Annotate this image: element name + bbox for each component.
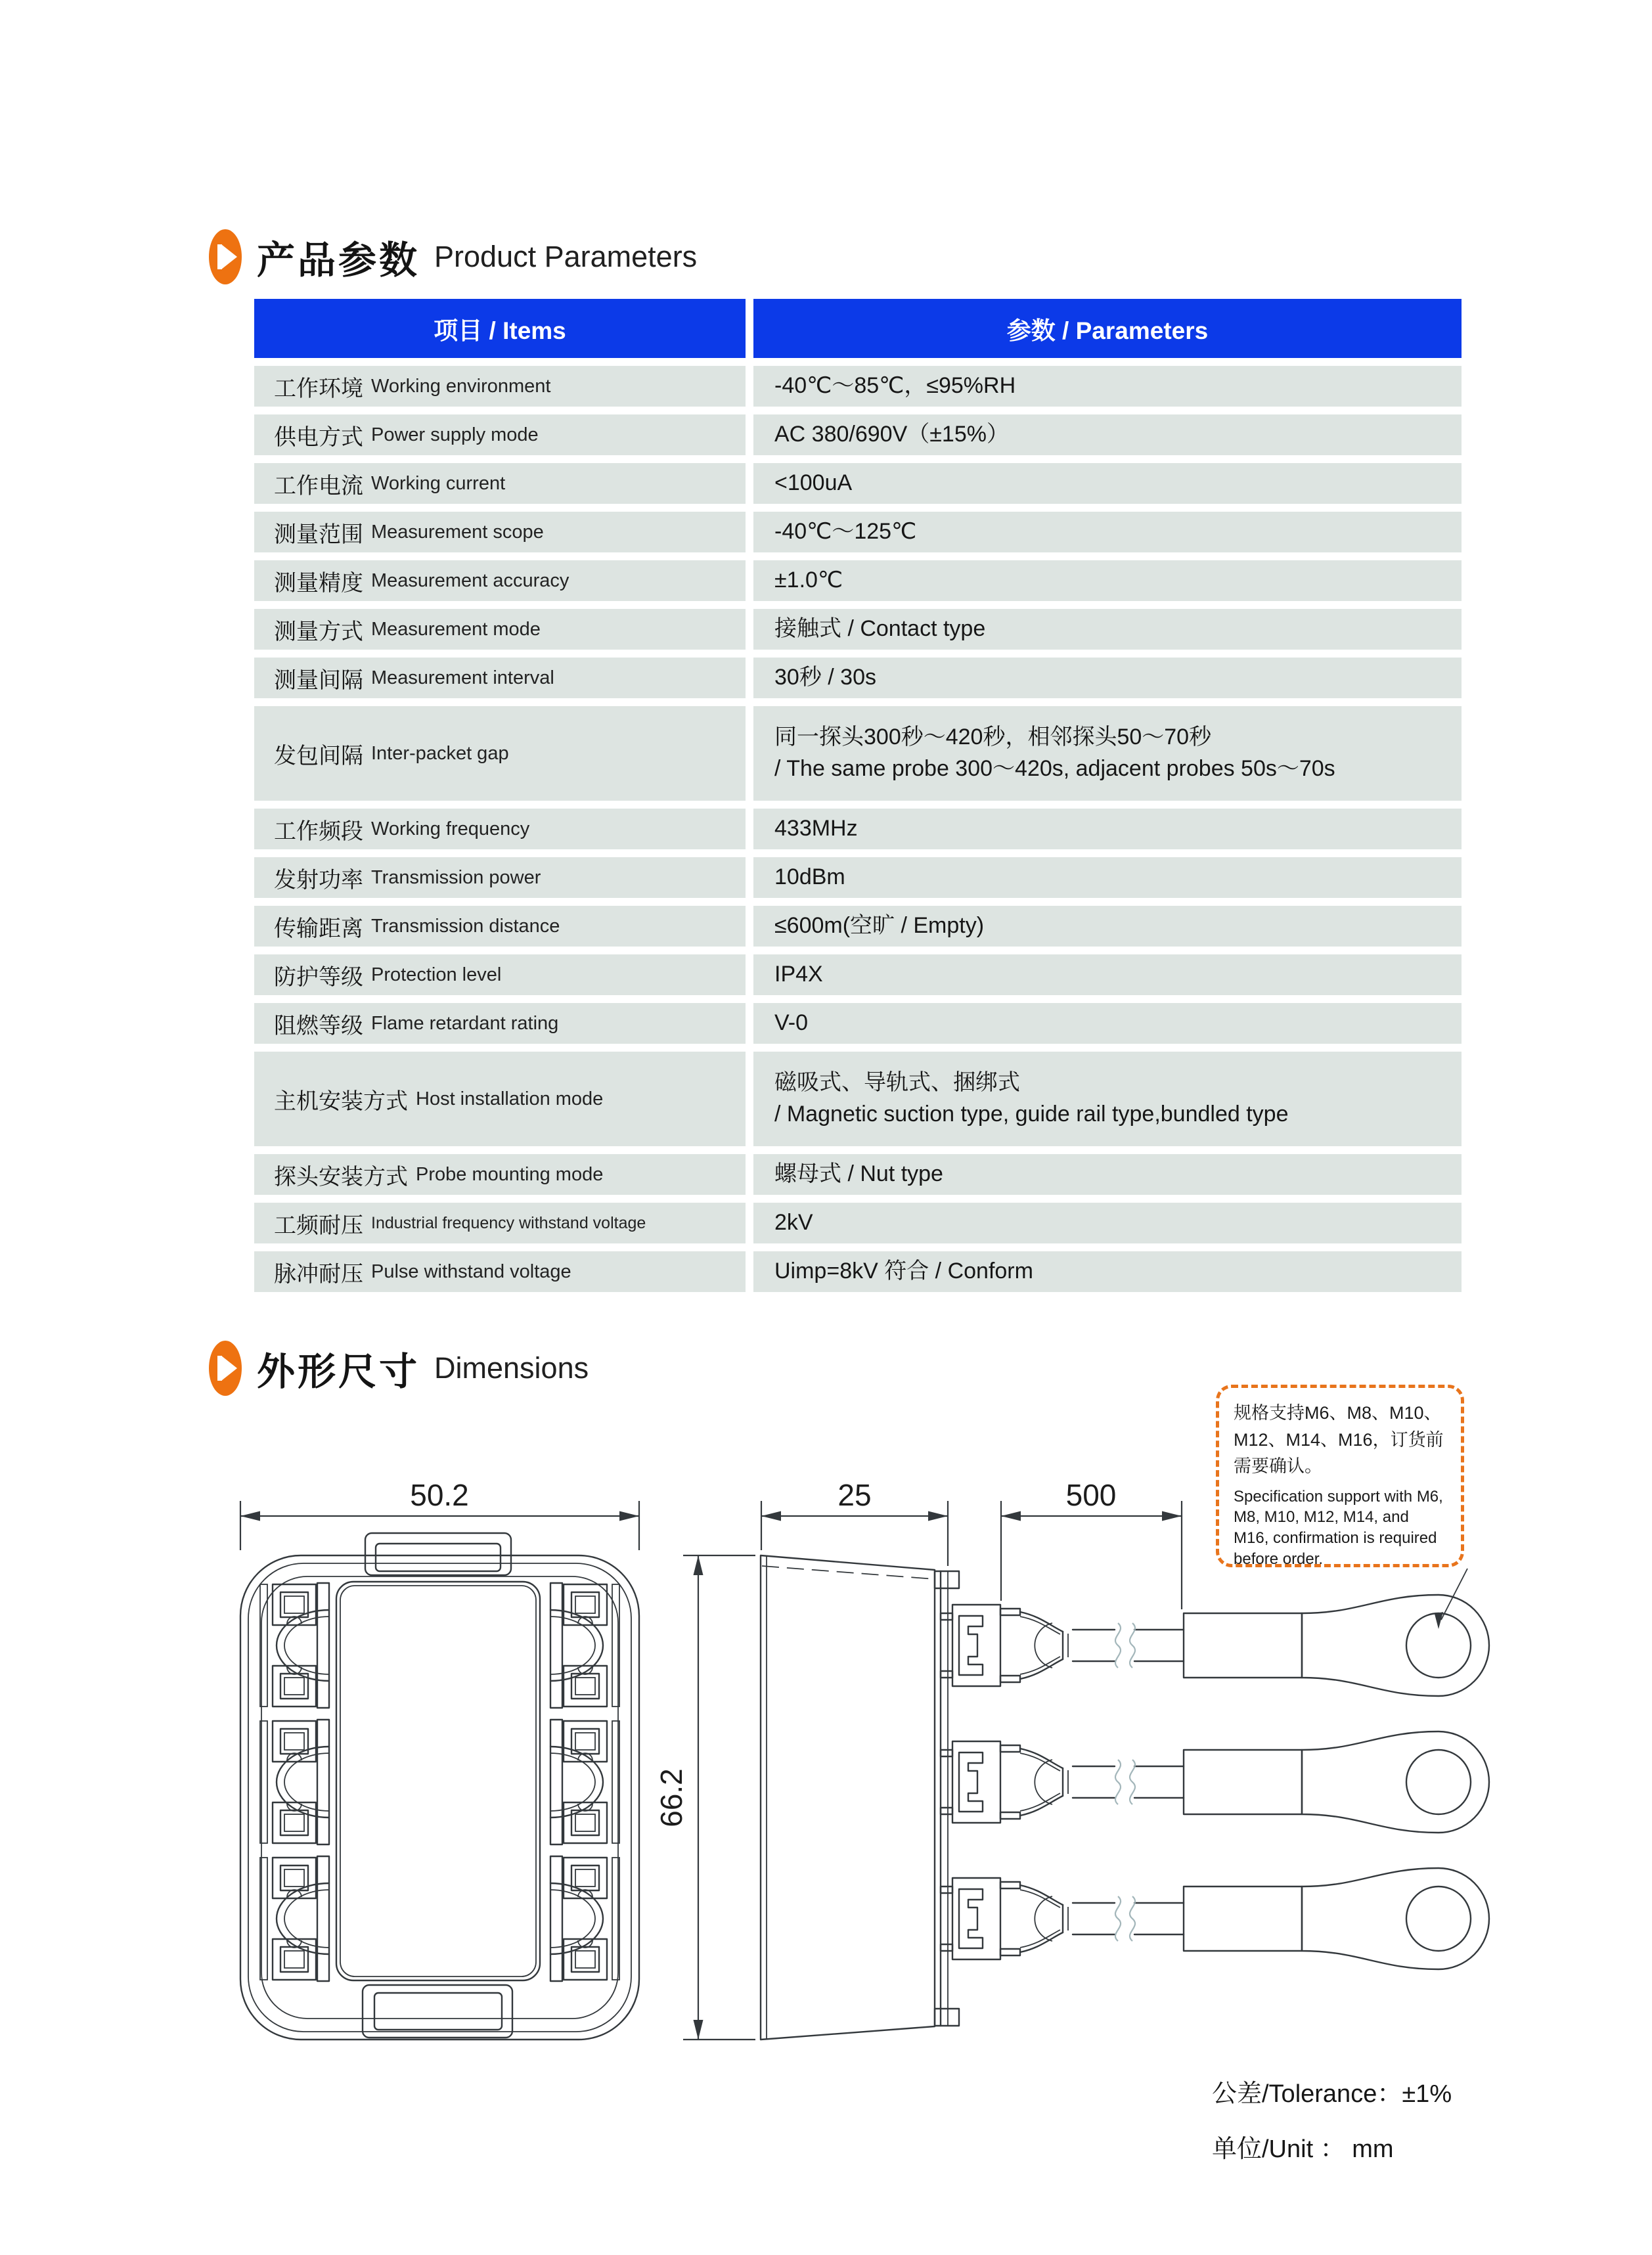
item-label-en: Industrial frequency withstand voltage	[371, 1213, 646, 1232]
table-row	[254, 366, 1462, 407]
table-row	[254, 658, 1462, 698]
item-label-zh: 探头安装方式	[274, 1164, 408, 1190]
section-title-product-parameters	[208, 229, 697, 285]
spec-note-zh: 规格支持M6、M8、M10、M12、M14、M16，订货前需要确认。	[1234, 1403, 1444, 1476]
item-label-zh: 供电方式	[274, 424, 363, 450]
table-row	[254, 512, 1462, 552]
item-label-zh: 测量范围	[274, 522, 363, 547]
item-value: V-0	[774, 1010, 809, 1036]
item-label-zh: 主机安装方式	[274, 1088, 408, 1114]
item-label-en: Pulse withstand voltage	[371, 1261, 571, 1282]
item-label-zh: 工作频段	[274, 818, 363, 844]
table-row	[254, 463, 1462, 504]
item-label-en: Inter-packet gap	[371, 742, 509, 764]
item-value: 30秒 / 30s	[774, 665, 876, 690]
table-row	[254, 954, 1462, 995]
item-label-en: Working environment	[371, 375, 551, 397]
parameters-table	[254, 299, 1462, 1300]
item-value: -40℃～125℃	[774, 519, 917, 545]
side-view-drawing	[761, 1555, 1068, 2040]
item-value: -40℃～85℃，≤95%RH	[774, 373, 1016, 399]
table-row	[254, 1003, 1462, 1044]
item-value: 同一探头300秒～420秒，相邻探头50～70秒 / The same probe 300～420s, adjacent probes 50s～70s	[774, 725, 1335, 781]
tolerance-unit-block	[1212, 2066, 1452, 2177]
item-value: IP4X	[774, 962, 823, 987]
item-label-en: Flame retardant rating	[371, 1012, 559, 1034]
item-label-en: Host installation mode	[416, 1088, 604, 1109]
table-header-items: 项目 / Items	[254, 299, 746, 358]
table-row	[254, 414, 1462, 455]
item-label-zh: 发射功率	[274, 867, 363, 893]
orange-bullet-icon	[208, 229, 242, 285]
item-value: 螺母式 / Nut type	[774, 1161, 943, 1187]
item-label-en: Measurement scope	[371, 521, 544, 543]
item-label-en: Transmission distance	[371, 915, 560, 937]
item-label-en: Working current	[371, 472, 506, 494]
dim-depth-label: 25	[837, 1478, 872, 1512]
item-label-en: Measurement mode	[371, 618, 541, 640]
item-value: Uimp=8kV 符合 / Conform	[774, 1259, 1033, 1284]
item-label-en: Protection level	[371, 964, 502, 985]
table-row	[254, 1154, 1462, 1195]
item-value: ≤600m(空旷 / Empty)	[774, 913, 985, 939]
unit-text: 单位/Unit ： mm	[1212, 2135, 1394, 2163]
dim-height-label: 66.2	[654, 1768, 688, 1827]
tolerance-text: 公差/Tolerance：±1%	[1212, 2080, 1452, 2108]
item-label-zh: 测量间隔	[274, 667, 363, 693]
spec-note-en: Specification support with M6, M8, M10, M12, M14, and M16, confirmation is required before order.	[1234, 1487, 1443, 1568]
table-row	[254, 906, 1462, 947]
item-value: 10dBm	[774, 864, 845, 890]
item-label-zh: 工频耐压	[274, 1213, 363, 1238]
table-row	[254, 1203, 1462, 1243]
table-row	[254, 857, 1462, 898]
dim-cable-length-label: 500	[1065, 1478, 1117, 1512]
item-label-zh: 阻燃等级	[274, 1013, 363, 1038]
item-value: 磁吸式、导轨式、捆绑式 / Magnetic suction type, guide rail type,bundled type	[774, 1070, 1289, 1127]
item-label-zh: 防护等级	[274, 964, 363, 990]
item-value: 2kV	[774, 1210, 813, 1236]
item-label-zh: 脉冲耐压	[274, 1261, 363, 1287]
table-header-parameters: 参数 / Parameters	[753, 299, 1462, 358]
table-row	[254, 706, 1462, 801]
item-value: ±1.0℃	[774, 568, 843, 593]
section-title-zh: 外形尺寸	[257, 1351, 420, 1393]
item-label-zh: 测量方式	[274, 619, 363, 644]
item-value: 接触式 / Contact type	[774, 616, 986, 642]
table-row	[254, 1052, 1462, 1146]
item-label-zh: 传输距离	[274, 916, 363, 941]
item-label-zh: 工作环境	[274, 376, 363, 401]
table-row	[254, 609, 1462, 650]
item-value: AC 380/690V（±15%）	[774, 422, 1009, 447]
item-label-zh: 发包间隔	[274, 743, 363, 769]
item-label-en: Probe mounting mode	[416, 1163, 604, 1185]
item-label-en: Transmission power	[371, 866, 541, 888]
section-title-zh: 产品参数	[257, 239, 420, 282]
spec-note-callout	[1216, 1385, 1464, 1567]
section-title-en: Product Parameters	[434, 240, 698, 273]
table-row	[254, 1251, 1462, 1292]
dimension-annotations	[240, 1478, 1182, 2040]
item-value: <100uA	[774, 470, 853, 496]
probe-cables-drawing	[1073, 1595, 1489, 1969]
note-callout-leader	[1435, 1569, 1467, 1629]
item-value: 433MHz	[774, 816, 858, 841]
table-header-row	[254, 299, 1462, 358]
table-row	[254, 809, 1462, 849]
item-label-zh: 测量精度	[274, 570, 363, 596]
item-label-en: Working frequency	[371, 818, 530, 839]
section-title-en: Dimensions	[434, 1351, 589, 1385]
item-label-en: Measurement interval	[371, 667, 554, 688]
item-label-en: Measurement accuracy	[371, 569, 569, 591]
table-row	[254, 560, 1462, 601]
item-label-en: Power supply mode	[371, 424, 539, 445]
front-view-drawing	[240, 1533, 639, 2040]
dim-width-label: 50.2	[410, 1478, 469, 1512]
item-label-zh: 工作电流	[274, 473, 363, 499]
